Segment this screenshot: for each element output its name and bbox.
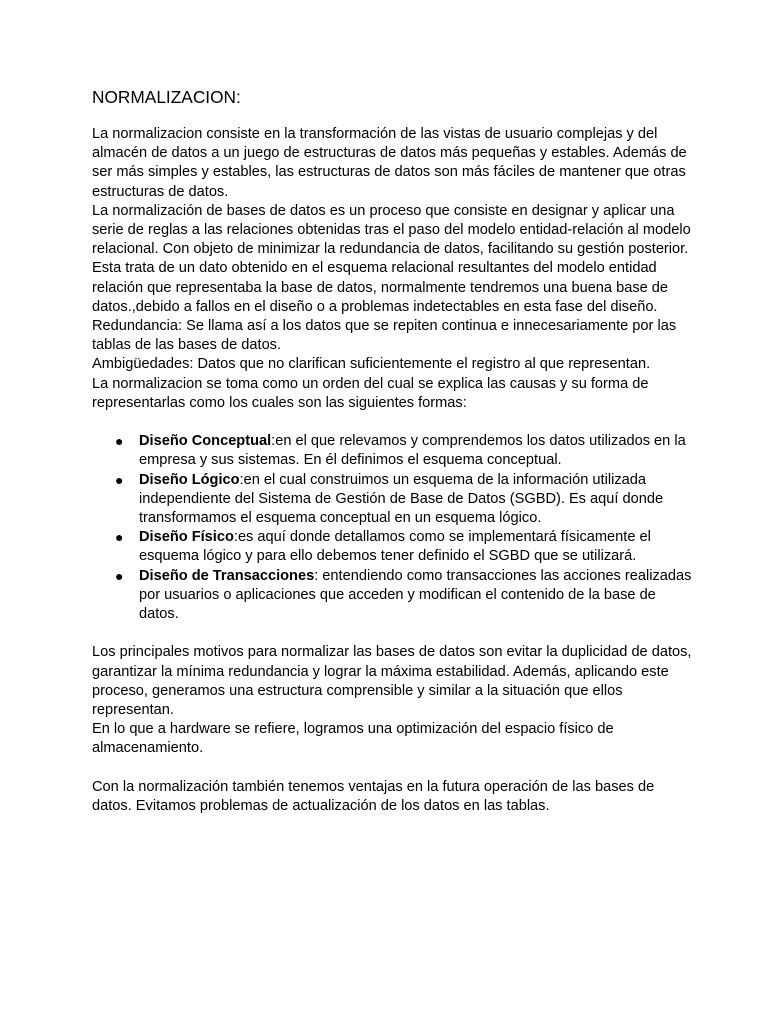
document-page <box>92 86 692 816</box>
list-item-text: :en el que relevamos y comprendemos los datos utilizados en la empresa y sus sistemas. En él definimos el esquema conceptual. <box>139 433 686 469</box>
bullet-icon: ● <box>115 529 124 546</box>
motives-section <box>92 643 692 758</box>
list-item-conceptual <box>115 432 692 470</box>
list-item-text: :es aquí donde detallamos como se implementará físicamente el esquema lógico y para ello debemos tener definido el SGBD que se utilizará. <box>139 529 651 565</box>
spacer <box>92 413 692 432</box>
spacer <box>92 624 692 643</box>
list-item-text: :en el cual construimos un esquema de la información utilizada independiente del Sistema de Gestión de Base de Datos (SGBD). Es aquí donde transformamos el esquema conceptual en un esquema lógico. <box>139 471 664 527</box>
bullet-icon: ● <box>115 433 124 450</box>
hardware-paragraph: En lo que a hardware se refiere, logramos una optimización del espacio físico de almacenamiento. <box>92 721 614 757</box>
list-item-term: Diseño Lógico <box>139 471 240 488</box>
intro-paragraph-relational: Esta trata de un dato obtenido en el esquema relacional resultantes del modelo entidad relación que representaba la base de datos, normalmente tendremos una buena base de datos.,debido a fallos en el diseño o a problemas indetectables en esta fase del diseño. <box>92 260 669 315</box>
intro-section <box>92 125 692 413</box>
spacer <box>92 759 692 778</box>
design-phases-list <box>92 432 692 624</box>
intro-paragraph-definition: La normalizacion consiste en la transformación de las vistas de usuario complejas y del almacén de datos a un juego de estructuras de datos más pequeñas y estables. Además de ser más simples y estables, las estructuras de datos son más fáciles de mantener que otras estructuras de datos. <box>92 126 687 200</box>
list-item-term: Diseño de Transacciones <box>139 567 315 584</box>
closing-paragraph: Con la normalización también tenemos ventajas en la futura operación de las bases de datos. Evitamos problemas de actualización de los datos en las tablas. <box>92 778 655 815</box>
list-item-physical <box>115 528 692 566</box>
intro-paragraph-redundancy: Redundancia: Se llama así a los datos que se repiten continua e innecesariamente por las tablas de las bases de datos. <box>92 318 677 354</box>
intro-paragraph-process: La normalización de bases de datos es un proceso que consiste en designar y aplicar una serie de reglas a las relaciones obtenidas tras el paso del modelo entidad-relación al modelo relacional. Con objeto de minimizar la redundancia de datos, facilitando su gestión posterior. <box>92 202 691 258</box>
list-item-term: Diseño Conceptual <box>139 433 272 450</box>
list-item-transactions <box>115 567 692 625</box>
intro-paragraph-order: La normalizacion se toma como un orden del cual se explica las causas y su forma de representarlas como los cuales son las siguientes formas: <box>92 375 649 411</box>
list-item-text: : entendiendo como transacciones las acciones realizadas por usuarios o aplicaciones que acceden y modifican el contenido de la base de datos. <box>139 567 692 623</box>
document-title: NORMALIZACION: <box>92 87 241 107</box>
list-item-logical <box>115 471 692 529</box>
bullet-icon: ● <box>115 567 124 584</box>
list-item-term: Diseño Físico <box>139 529 234 546</box>
intro-paragraph-ambiguity: Ambigüedades: Datos que no clarifican suficientemente el registro al que representan. <box>92 356 651 373</box>
bullet-icon: ● <box>115 471 124 488</box>
motives-paragraph: Los principales motivos para normalizar las bases de datos son evitar la duplicidad de datos, garantizar la mínima redundancia y lograr la máxima estabilidad. Además, aplicando este proceso, generamos una estructura comprensible y similar a la situación que ellos representan. <box>92 644 692 719</box>
